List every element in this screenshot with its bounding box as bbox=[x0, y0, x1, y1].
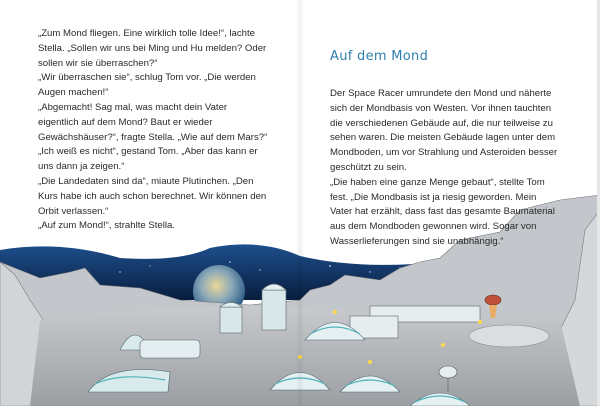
text-line: sehen waren. Die meisten Gebäude lagen unter dem bbox=[330, 132, 556, 144]
text-line: uns dann ja zeigen.“ bbox=[38, 161, 125, 173]
text-line: „Zum Mond fliegen. Eine wirklich tolle Idee!“, lachte bbox=[38, 28, 256, 39]
text-line: Augen machen!“ bbox=[38, 87, 109, 99]
text-line: „Die Landedaten sind da“, miaute Plutinchen. „Den bbox=[38, 175, 254, 187]
text-line: die verschiedenen Gebäude auf, die nur teilweise zu bbox=[330, 117, 553, 129]
text-line: fest. „Die Mondbasis ist ja riesig geworden. Mein bbox=[330, 191, 537, 203]
text-line: Gewächshäuser?“, fragte Stella. „Wie auf dem Mars?“ bbox=[38, 131, 268, 143]
text-line: „Abgemacht! Sag mal, was macht dein Vater bbox=[38, 101, 228, 113]
text-line: Mondboden, um vor Strahlung und Asteroiden besser bbox=[330, 147, 558, 159]
text-line: Der Space Racer umrundete den Mond und näherte bbox=[330, 88, 552, 99]
right-page-text bbox=[330, 87, 557, 250]
text-line: geschützt zu sein. bbox=[330, 161, 407, 173]
book-gutter bbox=[296, 0, 304, 406]
text-line: Vater hat erzählt, dass fast das gesamte Baumaterial bbox=[330, 206, 555, 218]
text-line: Stella. „Sollen wir uns bei Ming und Hu melden? Oder bbox=[38, 42, 267, 54]
text-line: sich der Mondbasis von Westen. Vor ihnen tauchten bbox=[330, 102, 552, 114]
text-line: „Wir überraschen sie“, schlug Tom vor. „Die werden bbox=[38, 72, 256, 84]
text-line: Wasserlieferungen sind sie unabhängig.“ bbox=[330, 235, 504, 247]
landing-pad bbox=[469, 325, 549, 347]
text-line: eigentlich auf dem Mond? Baut er wieder bbox=[38, 116, 213, 128]
text-line: Kurs habe ich auch schon berechnet. Wir können den bbox=[38, 190, 267, 202]
text-line: Orbit verlassen.“ bbox=[38, 205, 109, 217]
chapter-title: Auf dem Mond bbox=[330, 49, 429, 64]
left-page-text bbox=[38, 27, 267, 234]
text-line: „Ich weiß es nicht“, gestand Tom. „Aber das kann er bbox=[38, 146, 258, 158]
text-line: aus dem Mondboden gewonnen wird. Sogar von bbox=[330, 221, 537, 233]
text-line: „Auf zum Mond!“, strahlte Stella. bbox=[38, 220, 176, 232]
text-line: sollen wir sie überraschen?“ bbox=[38, 57, 158, 69]
text-line: „Die haben eine ganze Menge gebaut“, stellte Tom bbox=[330, 176, 545, 188]
